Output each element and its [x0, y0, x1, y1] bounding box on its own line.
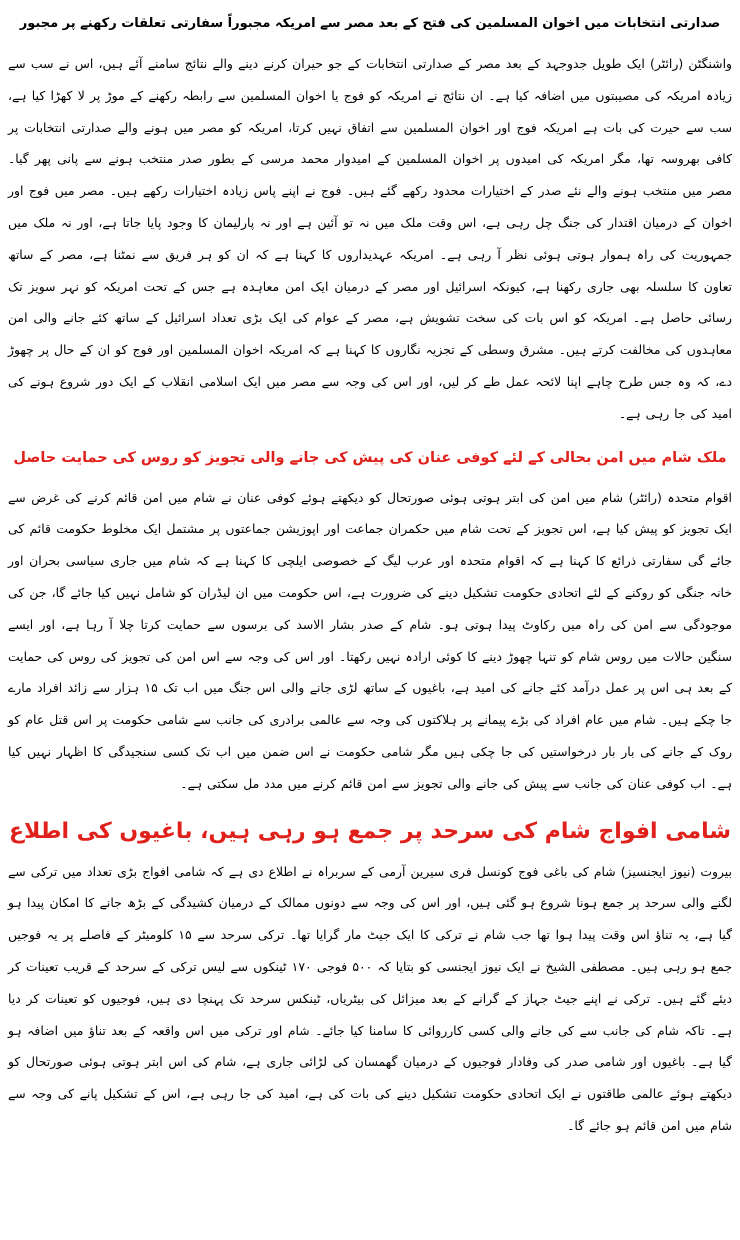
story-syria-annan	[8, 440, 732, 800]
story-egypt	[8, 0, 732, 430]
headline-egypt-elections: صدارتی انتخابات میں اخوان المسلمین کی فتح کے بعد مصر سے امریکہ مجبوراً سفارتی تعلقات رکھنے پر مجبور	[19, 16, 721, 31]
body-egypt-elections: واشنگٹن (رائٹر) ایک طویل جدوجہد کے بعد مصر کے صدارتی انتخابات کے جو حیران کرنے دینے والے نتائج سامنے آئے ہیں، اس نے سب سے زیادہ امریکہ کی مصیبتوں میں اضافہ کیا ہے۔ ان نتائج نے امریکہ کو فوج یا اخوان المسلمین سے رابطہ رکھنے کے موڑ پر لا کھڑا کیا ہے، سب سے حیرت کی بات ہے امریکہ فوج اور اخوان المسلمین سے اتفاق نہیں کرتا، امریکہ کو مصر میں ہونے والے صدارتی انتخابات پر کافی بھروسہ تھا، مگر امریکہ کی امیدوں پر اخوان المسلمین کے امیدوار محمد مرسی کے بطور صدر منتخب ہونے سے پانی پھر گیا۔ مصر میں منتخب ہونے والے نئے صدر کے اختیارات محدود رکھے گئے ہیں۔ فوج نے اپنے پاس زیادہ اختیارات رکھے ہیں۔ مصر میں فوج اور اخوان کے درمیان اقتدار کی جنگ چل رہی ہے، اس وقت ملک میں نہ تو آئین ہے اور نہ پارلیمان کا وجود پایا جاتا ہے، اور نہ ملک میں جمہوریت کی راہ ہموار ہوتی ہوئی نظر آ رہی ہے۔ امریکہ عہدیداروں کا کہنا ہے کہ ان کو ہر فریق سے نمٹنا ہے، مصر کے ساتھ تعاون کا سلسلہ بھی جاری رکھنا ہے، کیونکہ اسرائیل اور مصر کے درمیان ایک امن معاہدہ ہے جس کے تحت امریکہ کو نہر سویز تک رسائی حاصل ہے۔ امریکہ کو اس بات کی سخت تشویش ہے، مصر کے عوام کی ایک بڑی تعداد اسرائیل کے ساتھ کئے جانے والی امن معاہدوں کی مخالفت کرتے ہیں۔ مشرق وسطی کے تجزیہ نگاروں کا کہنا ہے کہ امریکہ اخوان المسلمین اور فوج کو ان کے حال پر چھوڑ دے، کہ وہ جس طرح چاہے اپنا لائحہ عمل طے کر لیں، اور اس کی وجہ سے مصر میں ایک اسلامی انقلاب کے ایک دور شروع ہونے کی امید کی جا رہی ہے۔	[8, 56, 732, 421]
story-syria-border	[8, 814, 732, 1142]
headline-syria-annan: ملک شام میں امن بحالی کے لئے کوفی عنان کی پیش کی جانے والی تجویز کو روس کی حمایت حاصل	[13, 449, 727, 466]
body-syria-border: بیروت (نیوز ایجنسیز) شام کی باغی فوج کونسل فری سیرین آرمی کے سربراہ نے اطلاع دی ہے کہ شامی افواج بڑی تعداد میں ترکی سے لگنے والی سرحد پر جمع ہونا شروع ہو گئی ہیں، اور اس کی وجہ سے دونوں ممالک کے درمیان کشیدگی کے بڑھ جانے کا امکان پیدا ہو گیا ہے، یہ تناؤ اس وقت پیدا ہوا تھا جب شام نے ترکی کا ایک جیٹ مار گرایا تھا۔ ترکی سرحد سے ۱۵ کلومیٹر کے فاصلے پر یہ فوجیں جمع ہو رہی ہیں۔ مصطفی الشیخ نے ایک نیوز ایجنسی کو بتایا کہ ۵۰۰ فوجی ۱۷۰ ٹینکوں سے لیس ترکی کے سرحد کے قریب تعینات کر دیئے گئے ہیں۔ ترکی نے اپنے جیٹ جہاز کے گرانے کے بعد میزائل کی بیٹریاں، ٹینکس سرحد تک پہنچا دی ہیں، فوجیوں کو تعینات کر دیا ہے۔ تاکہ شام کی جانب سے کی جانے والی کسی کارروائی کا سامنا کیا جائے۔ شام اور ترکی میں اس واقعہ کے بعد تناؤ میں اضافہ ہو گیا ہے۔ باغیوں اور شامی صدر کی وفادار فوجیوں کے درمیان گھمسان کی لڑائی جاری ہے، شام کی اس ابتر ہوتی ہوئی صورتحال کو دیکھتے ہوئے عالمی طاقتوں نے ایک اتحادی حکومت تشکیل دینے کی بات کی ہے، امید کی جا رہی ہے، اس کے تشکیل پانے کی وجہ سے شام میں امن قائم ہو جائے گا۔	[8, 863, 732, 1133]
body-syria-annan: اقوام متحدہ (رائٹر) شام میں امن کی ابتر ہوتی ہوئی صورتحال کو دیکھتے ہوئے کوفی عنان نے شام میں امن قائم کرنے کی غرض سے ایک تجویز کو پیش کیا ہے، اس تجویز کے تحت شام میں حکمران جماعت اور اپوزیشن جماعتوں پر مشتمل ایک مخلوط حکومت قائم کی جائے گی سفارتی ذرائع کا کہنا ہے کہ اقوام متحدہ اور عرب لیگ کے خصوصی ایلچی کا کہنا ہے کہ شام میں جاری سیاسی بحران اور خانہ جنگی کو روکنے کے لئے اتحادی حکومت تشکیل دینے کی ضرورت ہے، اس حکومت میں ان لیڈران کو شامل نہیں کیا جائے گا، جن کی موجودگی سے امن کی راہ میں رکاوٹ پیدا ہوتی ہو۔ شام کے صدر بشار الاسد کی برسوں سے حمایت کرتا چلا آ رہا ہے، اور ایسے سنگین حالات میں روس شام کو تنہا چھوڑ دینے کا کوئی ارادہ نہیں رکھتا۔ اور اس کی وجہ سے اس امن کی تجویز کی روس کی حمایت کے بعد ہی اس پر عمل درآمد کئے جانے کی امید ہے، باغیوں کے ساتھ لڑی جانے والی اس جنگ میں اب تک ۱۵ ہزار سے زائد افراد مارے جا چکے ہیں۔ شام میں عام افراد کی بڑے پیمانے پر ہلاکتوں کی وجہ سے عالمی برادری کی جانب سے شامی حکومت پر اس قتل عام کو روک کے جانے کی بار بار درخواستیں کی جا چکی ہیں مگر شامی حکومت نے اس ضمن میں اب تک کسی سنجیدگی کا اظہار نہیں کیا ہے۔ اب کوفی عنان کی جانب سے پیش کی جانے والی تجویز سے امن قائم کرنے میں مدد مل سکتی ہے۔	[8, 489, 733, 791]
headline-syria-border: شامی افواج شام کی سرحد پر جمع ہو رہی ہیں، باغیوں کی اطلاع	[8, 818, 732, 844]
